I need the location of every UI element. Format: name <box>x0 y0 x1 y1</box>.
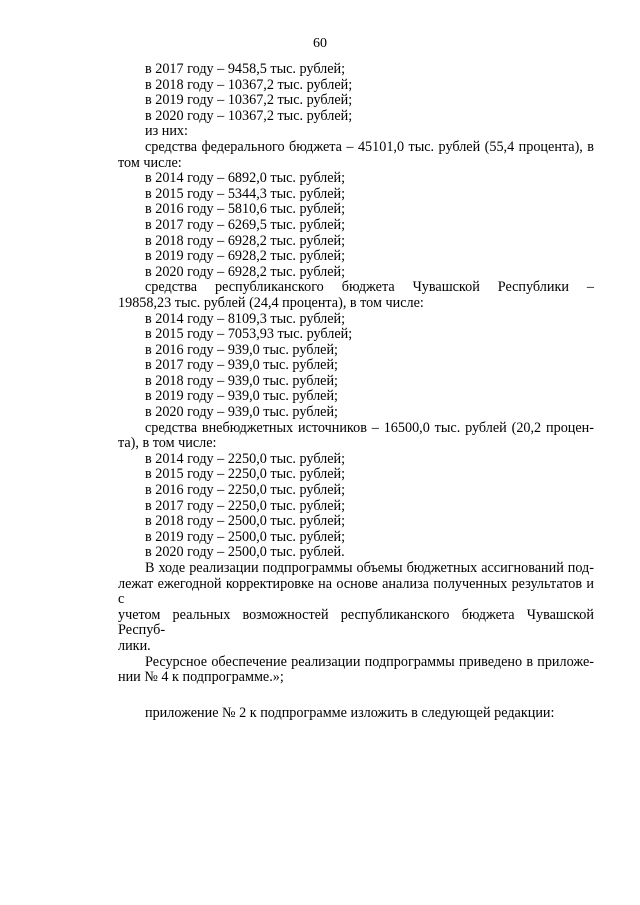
text-line: в 2018 году – 6928,2 тыс. рублей; <box>145 232 346 249</box>
text-line: в 2018 году – 939,0 тыс. рублей; <box>145 372 338 389</box>
text-line: из них: <box>145 123 188 140</box>
text-line: в 2015 году – 2250,0 тыс. рублей; <box>145 466 346 483</box>
text-line: в 2014 году – 8109,3 тыс. рублей; <box>145 310 346 327</box>
text-line: в 2018 году – 2500,0 тыс. рублей; <box>145 513 346 530</box>
text-line: приложение № 2 к подпрограмме изложить в следующей редакции: <box>145 704 555 721</box>
text-line: в 2016 году – 939,0 тыс. рублей; <box>145 341 338 358</box>
text-line: в 2020 году – 2500,0 тыс. рублей. <box>145 544 345 561</box>
text-line: том числе: <box>118 154 182 171</box>
text-line: в 2016 году – 2250,0 тыс. рублей; <box>145 482 346 499</box>
text-line: в 2020 году – 939,0 тыс. рублей; <box>145 404 338 421</box>
text-line: в 2019 году – 2500,0 тыс. рублей; <box>145 528 346 545</box>
text-line: в 2014 году – 2250,0 тыс. рублей; <box>145 450 346 467</box>
text-line: в 2020 году – 6928,2 тыс. рублей; <box>145 263 346 280</box>
text-line: учетом реальных возможностей республиканского бюджета Чувашской Респуб- <box>118 606 594 639</box>
text-line: Ресурсное обеспечение реализации подпрограммы приведено в приложе- <box>145 653 594 670</box>
text-line: нии № 4 к подпрограмме.»; <box>118 669 284 686</box>
text-line: в 2018 году – 10367,2 тыс. рублей; <box>145 76 353 93</box>
text-line: в 2017 году – 2250,0 тыс. рублей; <box>145 497 346 514</box>
text-line: В ходе реализации подпрограммы объемы бюджетных ассигнований под- <box>145 560 594 576</box>
text-line: в 2015 году – 7053,93 тыс. рублей; <box>145 326 353 343</box>
text-line: 19858,23 тыс. рублей (24,4 процента), в том числе: <box>118 294 424 311</box>
text-line: в 2019 году – 6928,2 тыс. рублей; <box>145 248 346 265</box>
text-line: лики. <box>118 637 151 654</box>
text-line: в 2019 году – 10367,2 тыс. рублей; <box>145 92 353 109</box>
paragraph-gap <box>118 686 594 706</box>
text-line: в 2017 году – 6269,5 тыс. рублей; <box>145 216 346 233</box>
text-line: в 2017 году – 939,0 тыс. рублей; <box>145 357 338 374</box>
text-line: средства республиканского бюджета Чувашской Республики – <box>145 279 594 296</box>
text-line: в 2015 году – 5344,3 тыс. рублей; <box>145 185 346 202</box>
body-text <box>118 62 594 721</box>
text-line: в 2017 году – 9458,5 тыс. рублей; <box>145 61 346 77</box>
page-number: 60 <box>313 36 327 51</box>
text-line: в 2020 году – 10367,2 тыс. рублей; <box>145 107 353 124</box>
text-line: лежат ежегодной корректировке на основе анализа полученных результатов и с <box>118 575 594 608</box>
text-line: средства федерального бюджета – 45101,0 тыс. рублей (55,4 процента), в <box>145 138 594 155</box>
text-line: в 2014 году – 6892,0 тыс. рублей; <box>145 170 346 187</box>
text-line: та), в том числе: <box>118 435 217 452</box>
text-line: средства внебюджетных источников – 16500,0 тыс. рублей (20,2 процен- <box>145 419 594 436</box>
text-line: в 2019 году – 939,0 тыс. рублей; <box>145 388 338 405</box>
text-line: в 2016 году – 5810,6 тыс. рублей; <box>145 201 346 218</box>
